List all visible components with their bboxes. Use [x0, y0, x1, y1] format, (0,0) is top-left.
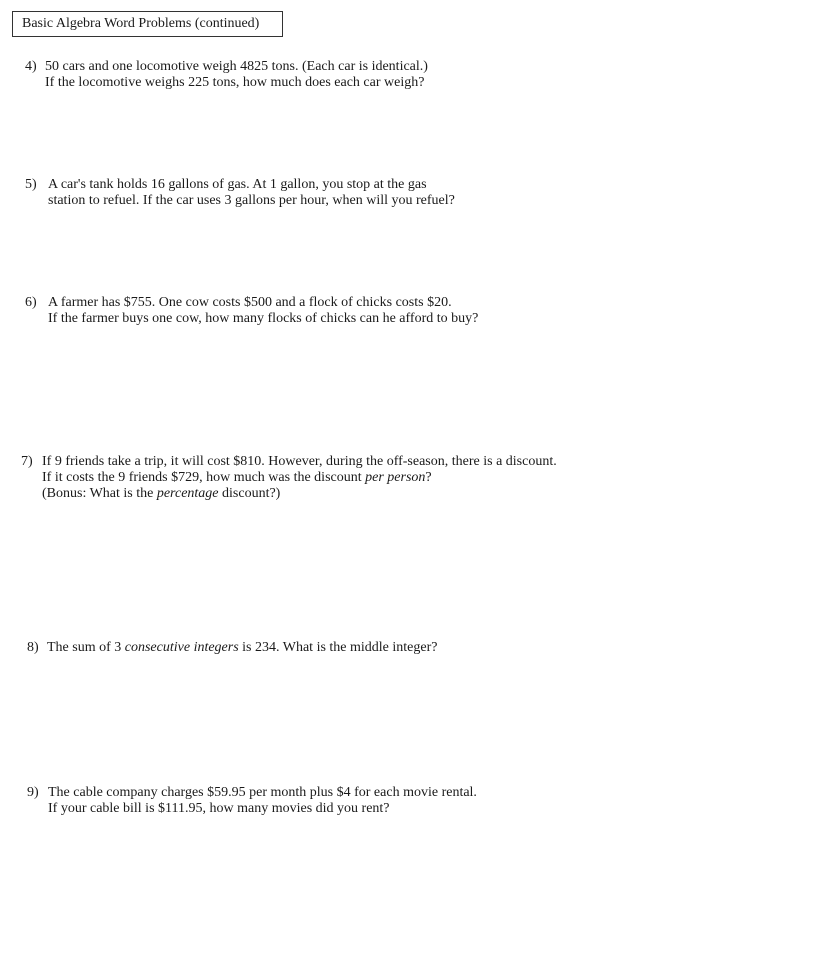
problem-text: If it costs the 9 friends $729, how much was the discount per person?	[42, 470, 432, 485]
problem-text: (Bonus: What is the percentage discount?)	[42, 486, 281, 501]
problem-text: If your cable bill is $111.95, how many movies did you rent?	[48, 801, 390, 816]
worksheet-title: Basic Algebra Word Problems (continued)	[12, 11, 283, 37]
problem-text: If the locomotive weighs 225 tons, how much does each car weigh?	[45, 75, 425, 90]
problem-number: 8)	[27, 640, 39, 655]
problem-text: If the farmer buys one cow, how many flocks of chicks can he afford to buy?	[48, 311, 479, 326]
problem-number: 6)	[25, 295, 37, 310]
problem-text: A car's tank holds 16 gallons of gas. At 1 gallon, you stop at the gas	[48, 177, 427, 192]
problem-text: If 9 friends take a trip, it will cost $810. However, during the off-season, there is a discount.	[42, 454, 557, 469]
problem-text: The cable company charges $59.95 per month plus $4 for each movie rental.	[48, 785, 477, 800]
problem-number: 5)	[25, 177, 37, 192]
problem-text: The sum of 3 consecutive integers is 234. What is the middle integer?	[47, 640, 438, 655]
problem-number: 7)	[21, 454, 33, 469]
problem-number: 9)	[27, 785, 39, 800]
problem-number: 4)	[25, 59, 37, 74]
problem-text: A farmer has $755. One cow costs $500 and a flock of chicks costs $20.	[48, 295, 452, 310]
problem-text: station to refuel. If the car uses 3 gallons per hour, when will you refuel?	[48, 193, 455, 208]
problem-text: 50 cars and one locomotive weigh 4825 tons. (Each car is identical.)	[45, 59, 428, 74]
